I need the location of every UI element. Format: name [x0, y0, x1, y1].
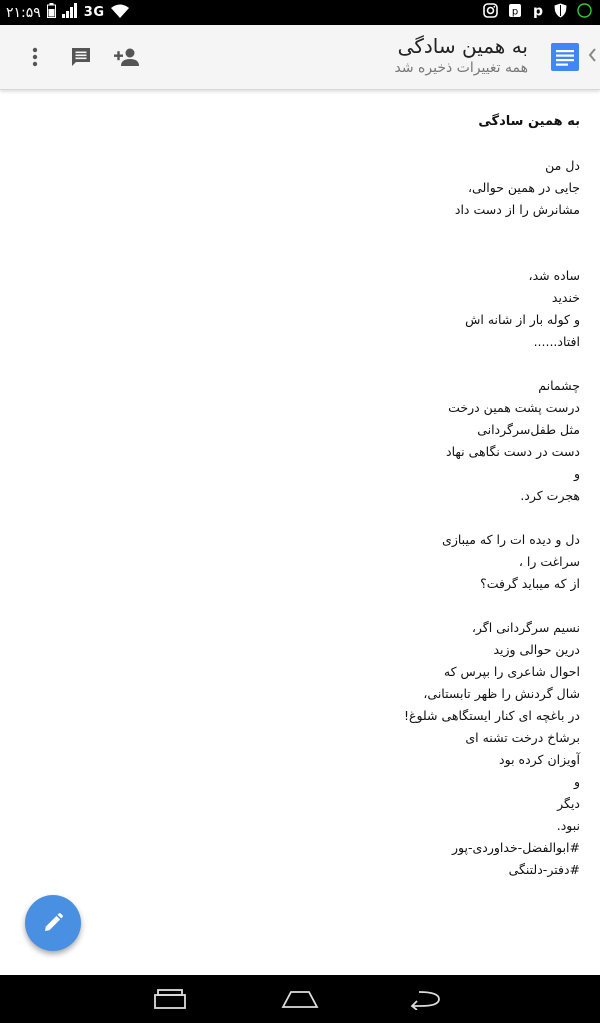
- doc-line: دل و دیده ات را که میبازی: [442, 532, 580, 547]
- shield-icon: [554, 3, 567, 22]
- wifi-icon: [111, 3, 129, 22]
- doc-line: درست پشت همین درخت: [448, 400, 580, 415]
- doc-line: ساده شد،: [528, 268, 580, 283]
- recents-button[interactable]: [150, 985, 190, 1013]
- doc-line: شال گردنش را ظهر تابستانی،: [423, 686, 580, 701]
- doc-line: جایی در همین حوالی،: [468, 180, 580, 195]
- hashtag-line: #دفتر-دلتنگی: [508, 862, 580, 877]
- save-status: همه تغییرات ذخیره شد: [394, 60, 528, 76]
- home-button[interactable]: [280, 985, 320, 1013]
- instagram-icon: [483, 3, 498, 22]
- doc-line: سراغت را ،: [518, 554, 580, 569]
- doc-line: مثل طفل‌سرگردانی: [477, 422, 580, 437]
- network-label: 3G: [83, 5, 105, 20]
- battery-icon: [47, 3, 56, 22]
- home-icon: [280, 988, 320, 1010]
- pinterest-p-icon: [532, 3, 544, 22]
- comments-button[interactable]: [58, 39, 104, 75]
- doc-line: خندید: [551, 290, 580, 305]
- doc-line: هجرت کرد.: [520, 488, 580, 503]
- status-bar: [0, 0, 600, 25]
- doc-line: دست در دست نگاهی نهاد: [446, 444, 580, 459]
- back-icon: [409, 988, 447, 1010]
- edit-pencil-icon: [42, 912, 64, 934]
- svg-text:p: p: [532, 3, 544, 18]
- doc-line: و کوله بار از شانه اش: [465, 312, 580, 327]
- back-nav-button[interactable]: [408, 985, 448, 1013]
- doc-line: مشانرش را از دست داد: [454, 202, 580, 217]
- document-title[interactable]: به همین سادگی: [397, 34, 528, 58]
- doc-line: احوال شاعری را بپرس که: [443, 664, 580, 679]
- recents-icon: [152, 988, 188, 1010]
- doc-line: و: [573, 774, 580, 789]
- more-options-button[interactable]: [12, 39, 58, 75]
- app-bar: [0, 25, 600, 90]
- document-body[interactable]: [0, 92, 600, 972]
- doc-line: در باغچه ای کنار ایستگاهی شلوغ!: [403, 708, 580, 723]
- navigation-bar: [0, 975, 600, 1023]
- picsart-icon: [508, 3, 522, 22]
- back-button[interactable]: [588, 47, 597, 66]
- back-chevron-icon: [588, 48, 597, 62]
- doc-line: دیگر: [557, 796, 580, 811]
- badge-icon: [577, 3, 592, 22]
- doc-line: چشمانم: [538, 378, 580, 393]
- doc-line: نسیم سرگردانی اگر،: [471, 620, 580, 635]
- more-vert-icon: [32, 47, 38, 67]
- document-heading: [395, 33, 528, 77]
- doc-line: از که میباید گرفت؟: [480, 576, 580, 591]
- svg-text:p: p: [511, 6, 519, 18]
- doc-line: نبود.: [556, 818, 580, 833]
- edit-fab-button[interactable]: [25, 895, 81, 951]
- comment-icon: [70, 46, 92, 68]
- app-bar-actions: [12, 39, 150, 75]
- doc-line: و: [573, 466, 580, 481]
- doc-heading: به همین سادگی: [478, 114, 580, 129]
- hashtag-line: #ابوالفضل-خداوردی-پور: [452, 840, 580, 855]
- doc-line: افتاد......: [533, 334, 580, 349]
- signal-icon: [62, 3, 78, 22]
- add-person-icon: [114, 47, 140, 67]
- clock: ۲۱:۵۹: [6, 4, 41, 21]
- share-add-person-button[interactable]: [104, 39, 150, 75]
- doc-line: دل من: [545, 158, 580, 173]
- doc-icon: [550, 42, 580, 76]
- doc-line: درین حوالی وزید: [493, 642, 580, 657]
- doc-line: برشاخ درخت تشنه ای: [465, 730, 580, 745]
- doc-line: آویزان کرده بود: [499, 752, 580, 767]
